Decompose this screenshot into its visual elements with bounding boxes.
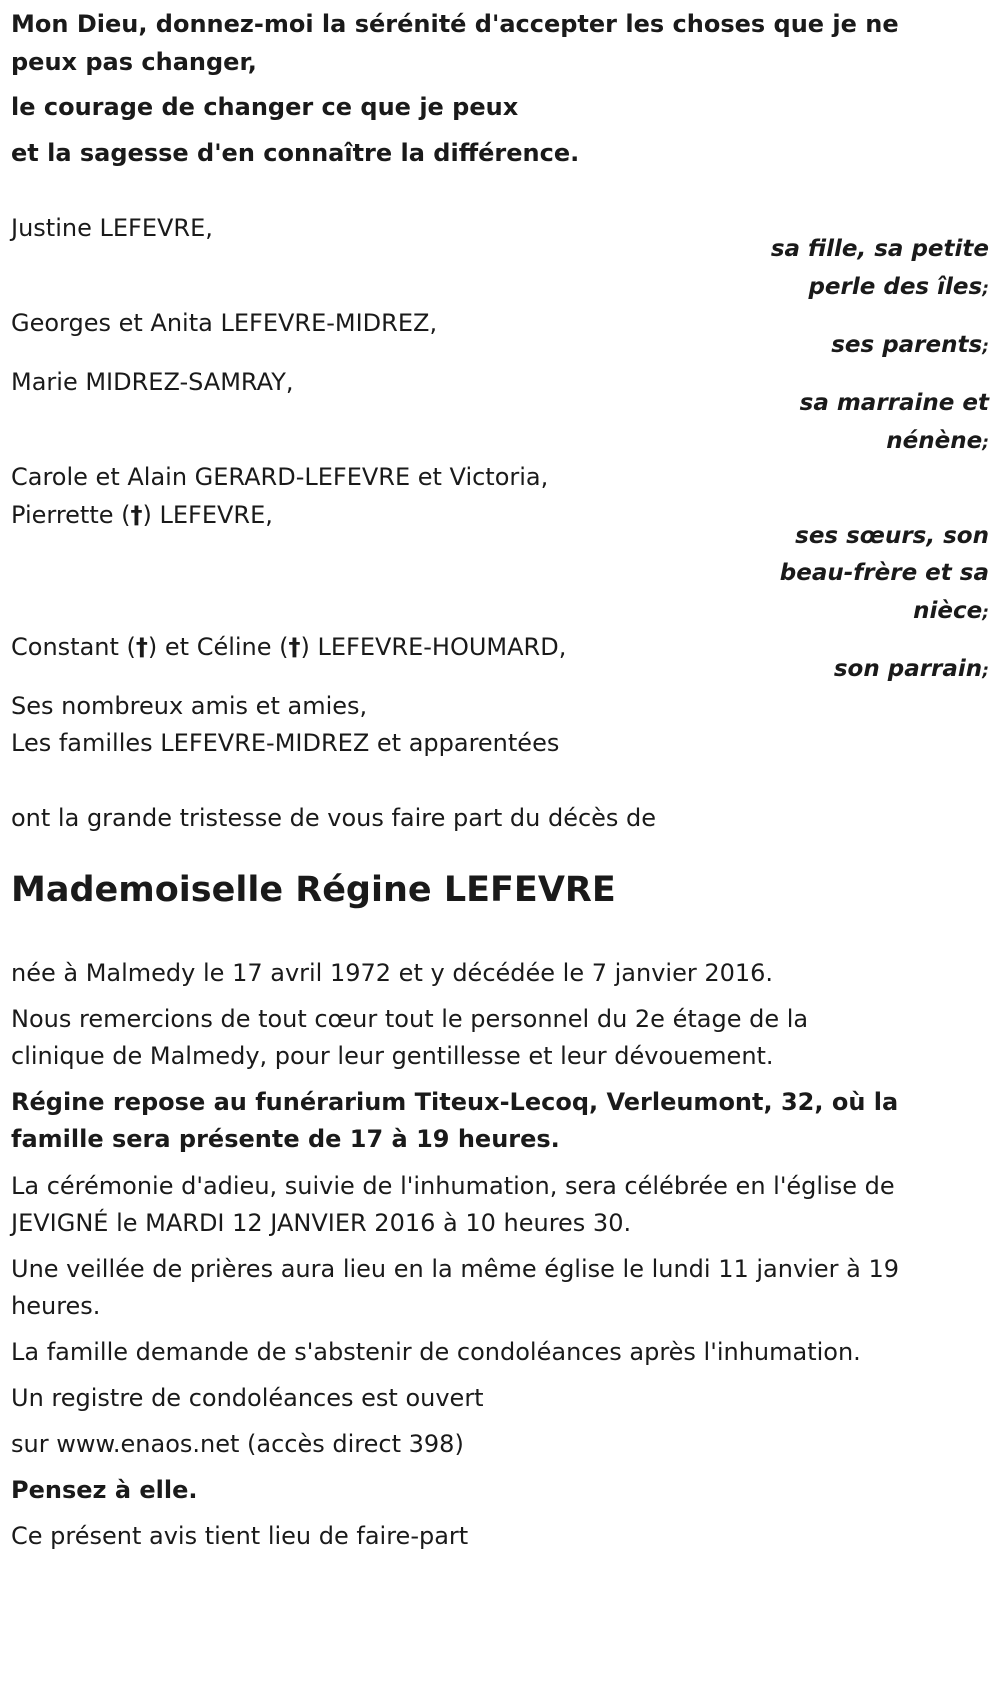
role-marraine-1: sa marraine et [799, 390, 989, 416]
prayer-line-3: le courage de changer ce que je peux [11, 93, 519, 121]
role-soeurs-3 [913, 591, 989, 633]
role-soeurs-sep: ; [982, 603, 989, 623]
vigil-line-1: Une veillée de prières aura lieu en la même église le lundi 11 janvier à 19 [11, 1255, 899, 1283]
role-justine-2 [808, 267, 989, 309]
birth-info: née à Malmedy le 17 avril 1972 et y décédée le 7 janvier 2016. [11, 959, 774, 987]
condolences-notice: La famille demande de s'abstenir de condoléances après l'inhumation. [11, 1338, 861, 1366]
rest-line-1: Régine repose au funérarium Titeux-Lecoq, Verleumont, 32, où la [11, 1088, 899, 1116]
cross-icon: † [288, 633, 301, 661]
prayer-line-4: et la sagesse d'en connaître la différence. [11, 139, 580, 167]
ceremony-line-2: JEVIGNÉ le MARDI 12 JANVIER 2016 à 10 heures 30. [11, 1209, 632, 1237]
deceased-name: Mademoiselle Régine LEFEVRE [11, 870, 616, 910]
parrain-a: Constant ( [11, 633, 136, 661]
cross-icon: † [135, 633, 148, 661]
role-parents-text: ses parents [831, 332, 983, 358]
role-parrain [834, 649, 989, 691]
family-soeurs-line-1: Carole et Alain GERARD-LEFEVRE et Victoria, [11, 463, 549, 491]
role-justine-2-text: perle des îles [808, 274, 983, 300]
role-soeurs-1: ses sœurs, son [795, 523, 989, 549]
vigil-line-2: heures. [11, 1292, 101, 1320]
role-marraine-2-text: nénène [886, 428, 983, 454]
soeurs-line-2-a: Pierrette ( [11, 501, 131, 529]
family-soeurs-line-2 [11, 495, 273, 535]
parrain-c: ) LEFEVRE-HOUMARD, [300, 633, 567, 661]
faire-part-notice: Ce présent avis tient lieu de faire-part [11, 1522, 469, 1550]
prayer-line-2: peux pas changer, [11, 48, 257, 76]
role-parrain-sep: ; [982, 661, 989, 681]
role-soeurs-2: beau-frère et sa [779, 560, 989, 586]
thanks-line-1: Nous remercions de tout cœur tout le personnel du 2e étage de la [11, 1005, 809, 1033]
role-soeurs-3-text: nièce [913, 598, 983, 624]
registry-line-1: Un registre de condoléances est ouvert [11, 1384, 484, 1412]
role-marraine-2 [886, 421, 989, 463]
role-parents [831, 325, 989, 367]
role-justine-sep: ; [982, 279, 989, 299]
family-justine: Justine LEFEVRE, [11, 214, 213, 242]
cross-icon: † [130, 501, 143, 529]
think-of-her: Pensez à elle. [11, 1476, 198, 1504]
registry-line-2: sur www.enaos.net (accès direct 398) [11, 1430, 464, 1458]
family-amis: Ses nombreux amis et amies, [11, 692, 368, 720]
rest-line-2: famille sera présente de 17 à 19 heures. [11, 1125, 560, 1153]
role-justine-1: sa fille, sa petite [770, 236, 989, 262]
thanks-line-2: clinique de Malmedy, pour leur gentillesse et leur dévouement. [11, 1042, 774, 1070]
family-marraine: Marie MIDREZ-SAMRAY, [11, 368, 294, 396]
ceremony-line-1: La cérémonie d'adieu, suivie de l'inhumation, sera célébrée en l'église de [11, 1172, 895, 1200]
family-parrain [11, 627, 566, 667]
announcement: ont la grande tristesse de vous faire part du décès de [11, 804, 657, 832]
role-parents-sep: ; [982, 337, 989, 357]
family-parents: Georges et Anita LEFEVRE-MIDREZ, [11, 309, 438, 337]
soeurs-line-2-b: ) LEFEVRE, [142, 501, 273, 529]
parrain-b: ) et Céline ( [147, 633, 289, 661]
role-parrain-text: son parrain [833, 656, 983, 682]
family-familles: Les familles LEFEVRE-MIDREZ et apparentées [11, 729, 560, 757]
role-marraine-sep: ; [982, 433, 989, 453]
prayer-line-1: Mon Dieu, donnez-moi la sérénité d'accepter les choses que je ne [11, 10, 899, 38]
